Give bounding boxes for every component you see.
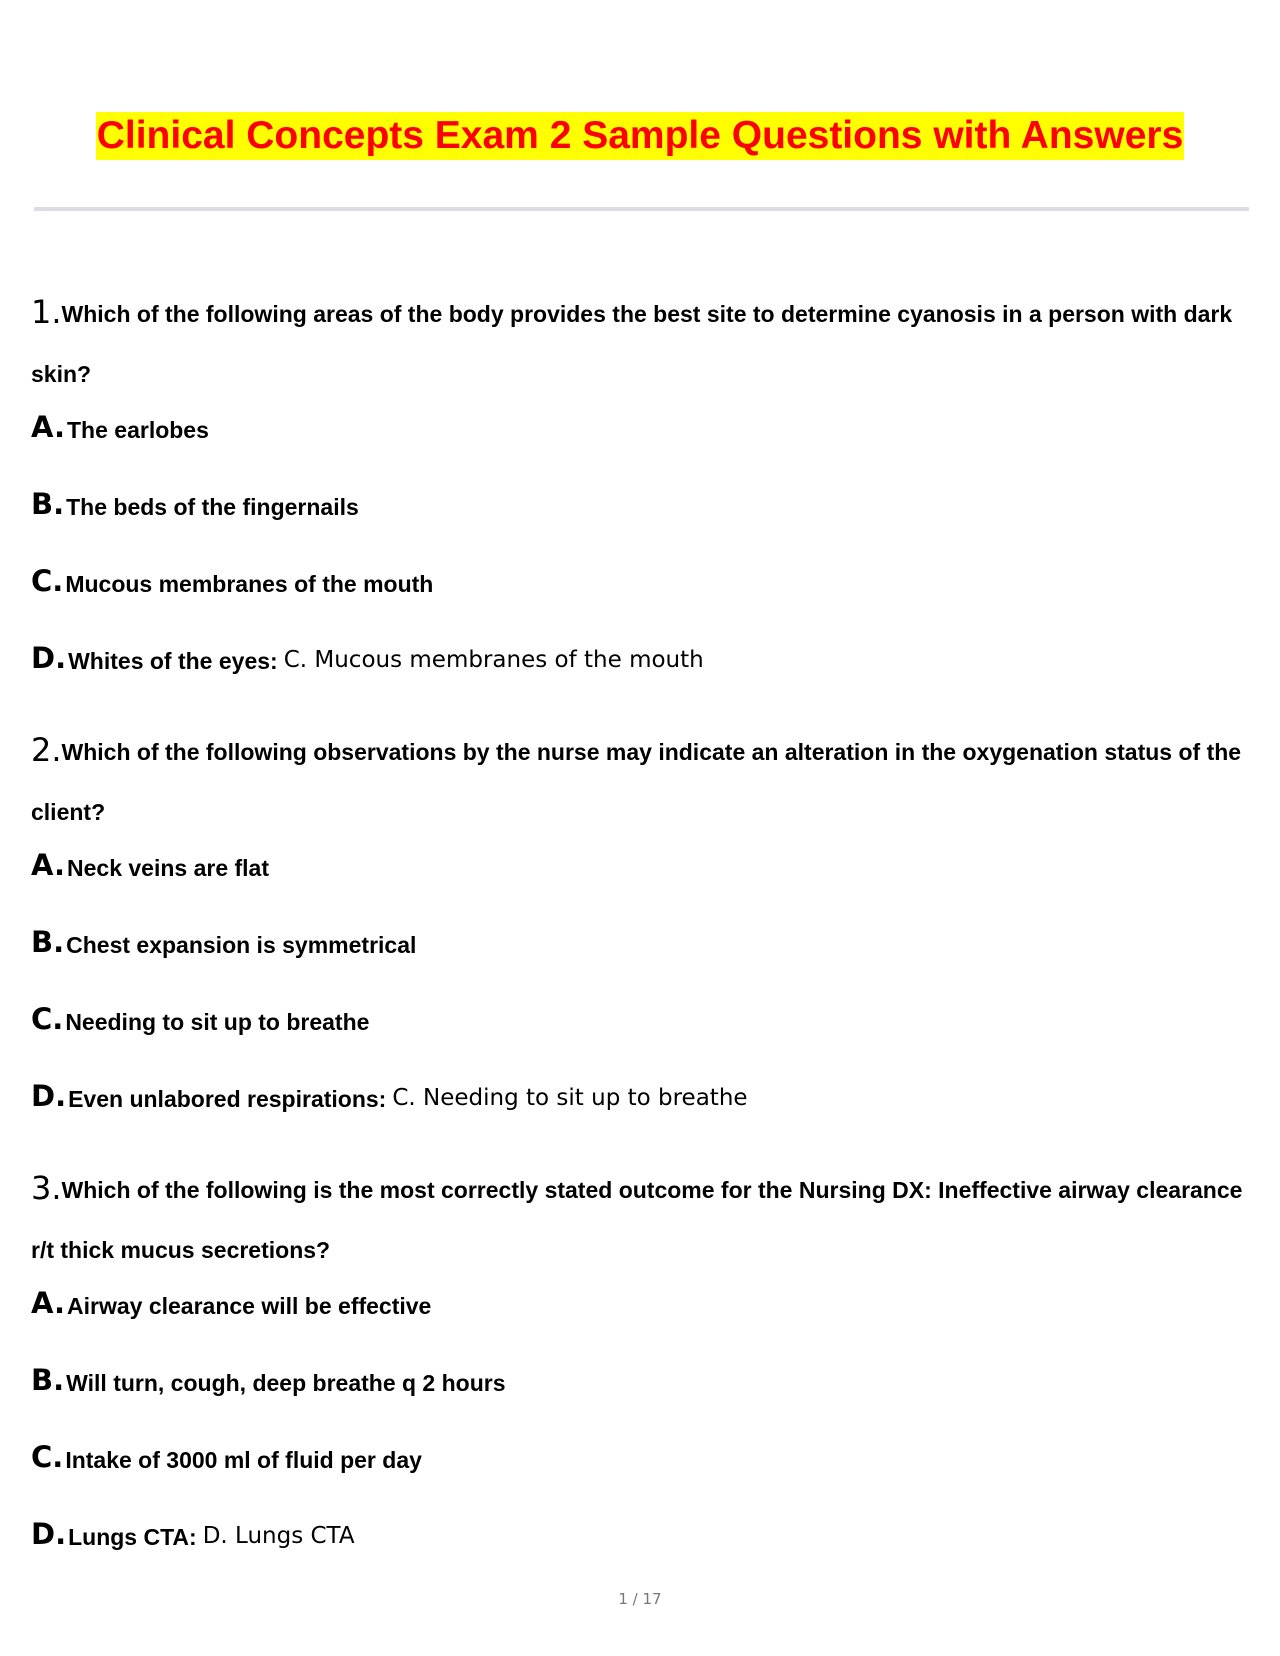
- option-d: [31, 1519, 1251, 1596]
- option-letter: C.: [31, 564, 64, 598]
- title-container: [0, 112, 1280, 160]
- question-block-2: [31, 720, 1251, 1158]
- option-b: [31, 1365, 1251, 1442]
- option-letter: A.: [31, 848, 65, 882]
- option-text: Intake of 3000 ml of fluid per day: [65, 1447, 422, 1473]
- option-letter: A.: [31, 1286, 65, 1320]
- option-c: [31, 1004, 1251, 1081]
- correct-answer: D. Lungs CTA: [202, 1523, 355, 1549]
- correct-answer: C. Needing to sit up to breathe: [392, 1085, 748, 1111]
- option-d: [31, 643, 1251, 720]
- option-text: Neck veins are flat: [67, 855, 270, 881]
- questions-container: [31, 282, 1251, 1596]
- question-text: Which of the following is the most correctly stated outcome for the Nursing DX: Ineffective airway clearance r/t thick mucus secretions?: [31, 1177, 1243, 1263]
- option-text: Will turn, cough, deep breathe q 2 hours: [66, 1370, 506, 1396]
- question-2: [31, 720, 1251, 842]
- option-letter: B.: [31, 1363, 65, 1397]
- option-b: [31, 927, 1251, 1004]
- option-letter: B.: [31, 925, 65, 959]
- page-title: Clinical Concepts Exam 2 Sample Questions with Answers: [96, 112, 1185, 160]
- option-text: Chest expansion is symmetrical: [66, 932, 417, 958]
- question-3: [31, 1158, 1251, 1280]
- question-number: 1.: [31, 293, 62, 331]
- option-b: [31, 489, 1251, 566]
- option-text: Even unlabored respirations:: [68, 1086, 387, 1112]
- question-number: 2.: [31, 731, 62, 769]
- option-text: The beds of the fingernails: [66, 494, 359, 520]
- page-indicator: 1 / 17: [618, 1590, 662, 1608]
- option-text: Mucous membranes of the mouth: [65, 571, 434, 597]
- option-c: [31, 566, 1251, 643]
- option-letter: D.: [31, 1079, 67, 1113]
- option-text: Whites of the eyes:: [68, 648, 278, 674]
- option-letter: C.: [31, 1002, 64, 1036]
- title-divider: [34, 207, 1249, 211]
- option-letter: B.: [31, 487, 65, 521]
- option-c: [31, 1442, 1251, 1519]
- question-number: 3.: [31, 1169, 62, 1207]
- option-text: Airway clearance will be effective: [67, 1293, 432, 1319]
- correct-answer: C. Mucous membranes of the mouth: [283, 647, 704, 673]
- option-text: Needing to sit up to breathe: [65, 1009, 370, 1035]
- option-text: The earlobes: [67, 417, 209, 443]
- question-block-3: [31, 1158, 1251, 1596]
- question-block-1: [31, 282, 1251, 720]
- option-letter: C.: [31, 1440, 64, 1474]
- option-a: [31, 850, 1251, 927]
- option-letter: D.: [31, 641, 67, 675]
- question-1: [31, 282, 1251, 404]
- option-letter: A.: [31, 410, 65, 444]
- question-text: Which of the following observations by the nurse may indicate an alteration in the oxygenation status of the client?: [31, 739, 1242, 825]
- option-letter: D.: [31, 1517, 67, 1551]
- question-text: Which of the following areas of the body provides the best site to determine cyanosis in a person with dark skin?: [31, 301, 1233, 387]
- option-a: [31, 412, 1251, 489]
- option-d: [31, 1081, 1251, 1158]
- option-text: Lungs CTA:: [68, 1524, 197, 1550]
- option-a: [31, 1288, 1251, 1365]
